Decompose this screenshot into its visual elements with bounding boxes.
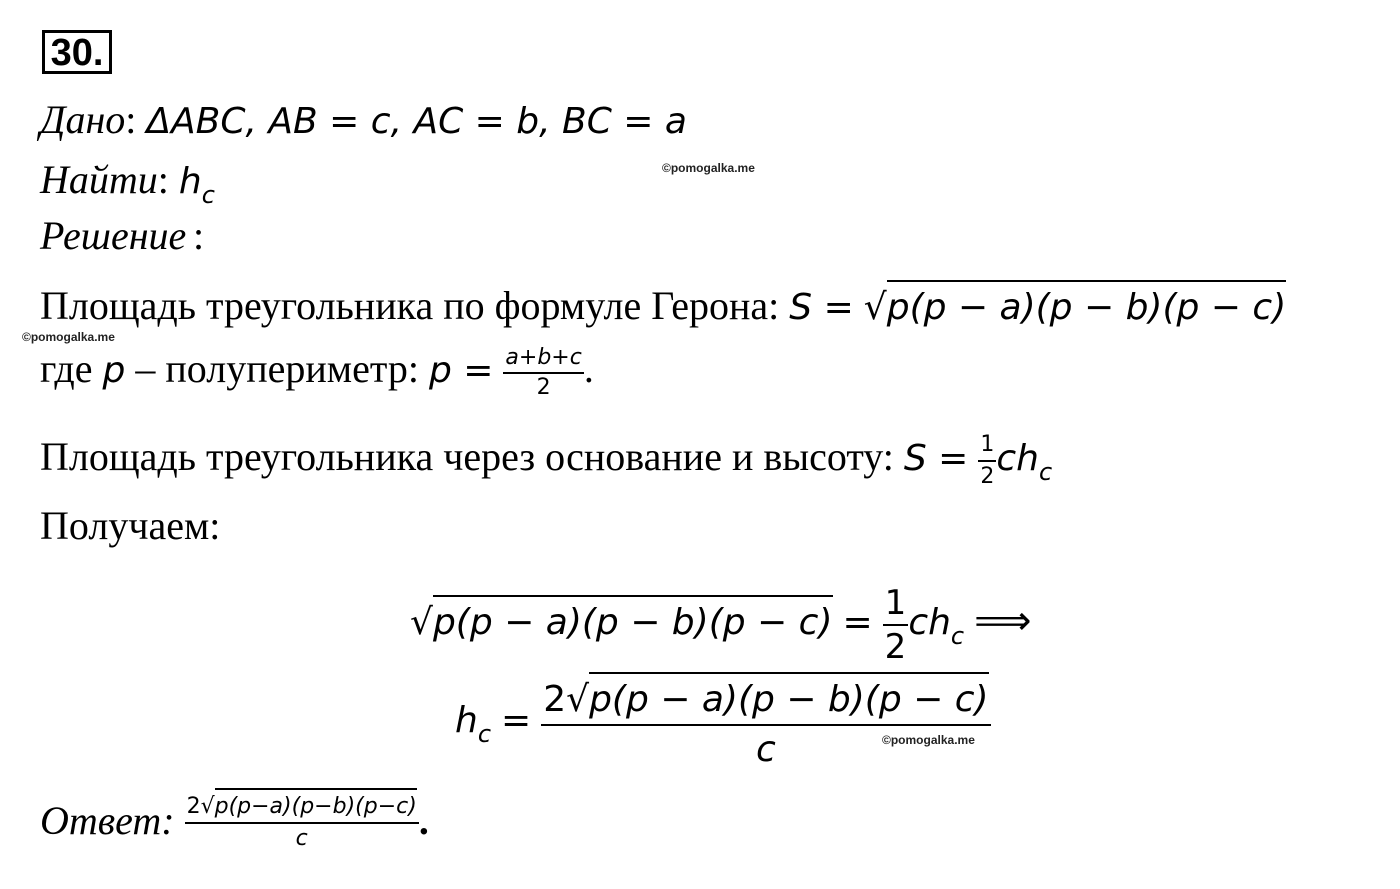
find-sub: c — [201, 181, 215, 209]
bh-lhs: S = — [903, 438, 969, 480]
heron-line — [40, 280, 1286, 332]
eq1-rest: ch — [908, 602, 951, 644]
bh-den: 2 — [980, 464, 995, 489]
semiperimeter-line — [40, 344, 594, 402]
solution-colon: : — [193, 213, 205, 258]
given-label: Дано — [40, 97, 126, 142]
watermark-bottom: ©pomogalka.me — [882, 733, 975, 747]
heron-sqrt — [864, 280, 1287, 332]
eq2-sqrt — [566, 672, 989, 724]
find-var: h — [178, 161, 202, 202]
sqrt-sign-icon: √ — [863, 287, 887, 328]
find-colon: : — [157, 157, 169, 202]
watermark-top: ©pomogalka.me — [662, 161, 755, 175]
given-line — [40, 96, 687, 146]
bh-fraction — [978, 430, 996, 492]
eq2-radicand: p(p − a)(p − b)(p − c) — [589, 672, 989, 724]
answer-label: Ответ: — [40, 798, 175, 843]
sqrt-sign-icon: √ — [200, 794, 215, 819]
eq2-fraction — [541, 672, 990, 774]
sqrt-sign-icon: √ — [566, 679, 590, 720]
eq1-sub: c — [950, 622, 965, 651]
problem-number: 30. — [42, 30, 112, 74]
answer-end: . — [418, 798, 429, 843]
eq2-lhs: h — [455, 700, 478, 742]
base-height-line — [40, 430, 1052, 492]
find-line — [40, 156, 215, 209]
semi-text-before: где — [40, 346, 93, 392]
semi-text-after: – полупериметр: — [135, 346, 419, 392]
equation-1 — [410, 582, 1031, 668]
answer-sqrt — [201, 788, 417, 822]
heron-text: Площадь треугольника по формуле Герона: — [40, 283, 780, 328]
find-label: Найти — [40, 157, 158, 202]
bh-rest: ch — [996, 438, 1039, 480]
eq1-eq: = — [842, 602, 873, 644]
eq1-fraction — [883, 582, 909, 668]
semi-var: p — [102, 350, 126, 392]
bh-sub: c — [1038, 458, 1053, 487]
semi-den: 2 — [536, 375, 551, 400]
obtain-label: Получаем: — [40, 503, 221, 548]
semi-fraction — [503, 344, 583, 402]
eq1-sqrt — [410, 595, 833, 647]
bh-text: Площадь треугольника через основание и высоту: — [40, 434, 894, 480]
eq1-den: 2 — [884, 627, 907, 667]
sqrt-sign-icon: √ — [410, 602, 433, 644]
eq2-den: c — [756, 729, 776, 770]
answer-line — [40, 788, 429, 854]
eq2-eq: = — [501, 700, 532, 742]
given-expr: ΔABC, AB = c, AC = b, BC = a — [146, 101, 687, 142]
eq1-num: 1 — [883, 582, 909, 626]
semi-end: . — [583, 346, 594, 392]
bh-num: 1 — [978, 430, 996, 462]
implies-icon: ⟹ — [974, 598, 1032, 645]
answer-radicand: p(p−a)(p−b)(p−c) — [215, 788, 417, 822]
heron-lhs: S = — [789, 287, 854, 328]
heron-radicand: p(p − a)(p − b)(p − c) — [887, 280, 1287, 332]
answer-fraction — [185, 788, 419, 854]
solution-label: Решение — [40, 213, 187, 258]
semi-lhs: p = — [428, 350, 494, 392]
answer-coef: 2 — [186, 794, 201, 819]
eq1-radicand: p(p − a)(p − b)(p − c) — [433, 595, 833, 647]
eq2-coef: 2 — [543, 679, 567, 720]
semi-num: a+b+c — [503, 344, 583, 374]
watermark-left: ©pomogalka.me — [22, 330, 115, 344]
answer-den: c — [295, 826, 308, 851]
eq2-numerator — [541, 672, 990, 726]
given-colon: : — [125, 97, 137, 142]
answer-numerator — [185, 788, 419, 824]
equation-2 — [455, 672, 991, 774]
eq2-lhs-sub: c — [477, 720, 492, 749]
